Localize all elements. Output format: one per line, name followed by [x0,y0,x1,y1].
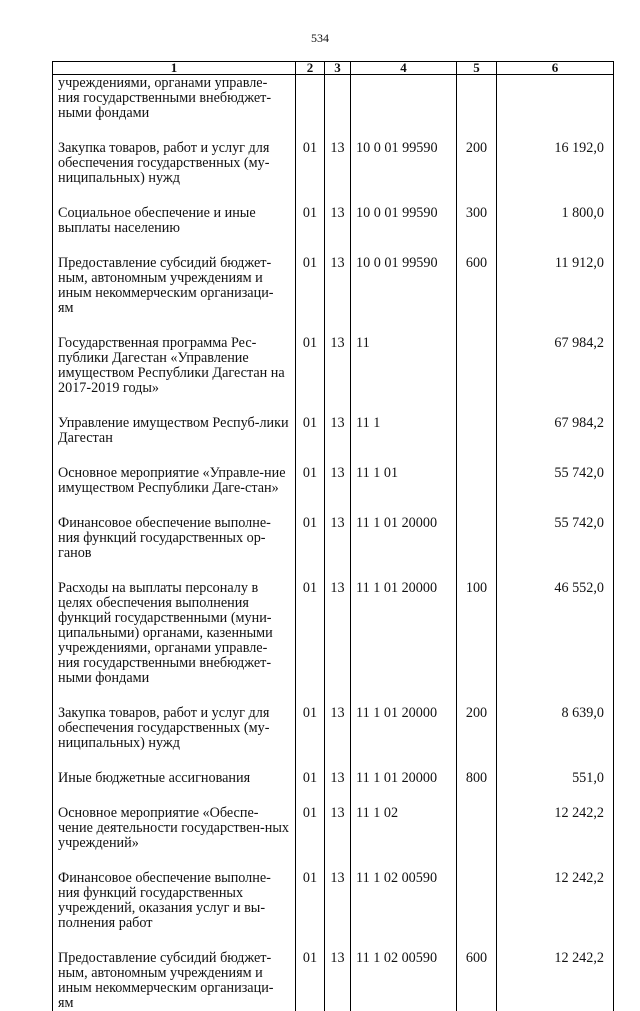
spacer-cell [325,496,351,516]
row-section: 01 [296,256,325,316]
row-amount: 67 984,2 [497,336,614,396]
spacer-cell [351,186,457,206]
row-section: 01 [296,581,325,686]
spacer-cell [351,786,457,806]
row-amount: 55 742,0 [497,516,614,561]
row-target-code: 11 1 [351,416,457,446]
row-spacer [53,786,614,806]
spacer-cell [53,686,296,706]
spacer-cell [325,396,351,416]
row-expense-type [457,416,497,446]
row-section: 01 [296,951,325,1011]
spacer-cell [457,496,497,516]
row-spacer [53,396,614,416]
spacer-cell [296,561,325,581]
spacer-cell [457,186,497,206]
row-expense-type: 100 [457,581,497,686]
row-name: Предоставление субсидий бюджет-ным, автономным учреждениям и иным некоммерческим организаци-ям [53,256,296,316]
spacer-cell [497,396,614,416]
row-target-code: 11 1 01 20000 [351,516,457,561]
row-target-code: 11 1 01 20000 [351,706,457,751]
row-name: Закупка товаров, работ и услуг для обеспечения государственных (му-ниципальных) нужд [53,706,296,751]
row-expense-type [457,871,497,931]
row-section: 01 [296,706,325,751]
spacer-cell [53,446,296,466]
row-target-code: 11 1 01 [351,466,457,496]
row-amount: 12 242,2 [497,951,614,1011]
row-amount: 8 639,0 [497,706,614,751]
row-target-code: 11 1 02 00590 [351,951,457,1011]
spacer-cell [497,786,614,806]
row-section: 01 [296,141,325,186]
row-spacer [53,686,614,706]
row-target-code: 11 1 02 00590 [351,871,457,931]
spacer-cell [457,686,497,706]
spacer-cell [351,931,457,951]
table-row [53,951,614,1011]
spacer-cell [497,561,614,581]
row-subsection: 13 [325,871,351,931]
spacer-cell [325,316,351,336]
row-name: Предоставление субсидий бюджет-ным, автономным учреждениям и иным некоммерческим организаци-ям [53,951,296,1011]
spacer-cell [457,751,497,771]
row-name: Управление имуществом Респуб-лики Дагестан [53,416,296,446]
row-name: Основное мероприятие «Обеспе-чение деятельности государствен-ных учреждений» [53,806,296,851]
spacer-cell [497,686,614,706]
spacer-cell [325,851,351,871]
row-section: 01 [296,871,325,931]
row-target-code: 10 0 01 99590 [351,256,457,316]
spacer-cell [351,496,457,516]
table-row [53,871,614,931]
spacer-cell [296,851,325,871]
spacer-cell [325,931,351,951]
spacer-cell [351,751,457,771]
spacer-cell [325,686,351,706]
table-row [53,141,614,186]
row-subsection: 13 [325,516,351,561]
row-expense-type [457,806,497,851]
spacer-cell [497,316,614,336]
spacer-cell [351,446,457,466]
row-section: 01 [296,416,325,446]
page-number: 534 [0,31,640,46]
spacer-cell [325,186,351,206]
spacer-cell [53,561,296,581]
spacer-cell [351,561,457,581]
spacer-cell [296,686,325,706]
row-expense-type [457,336,497,396]
table-row [53,466,614,496]
spacer-cell [351,121,457,141]
row-target-code: 11 1 01 20000 [351,771,457,786]
row-amount: 11 912,0 [497,256,614,316]
row-amount: 12 242,2 [497,871,614,931]
row-subsection: 13 [325,466,351,496]
spacer-cell [53,851,296,871]
col-header-1: 1 [53,62,296,75]
row-spacer [53,751,614,771]
spacer-cell [351,236,457,256]
row-target-code [351,75,457,122]
header-row [53,62,614,75]
spacer-cell [457,561,497,581]
spacer-cell [457,786,497,806]
table-row [53,256,614,316]
spacer-cell [53,751,296,771]
spacer-cell [296,316,325,336]
row-spacer [53,236,614,256]
spacer-cell [53,236,296,256]
row-amount: 1 800,0 [497,206,614,236]
row-amount: 55 742,0 [497,466,614,496]
row-name: Финансовое обеспечение выполне-ния функций государственных ор-ганов [53,516,296,561]
row-subsection: 13 [325,771,351,786]
spacer-cell [325,121,351,141]
spacer-cell [53,931,296,951]
row-subsection: 13 [325,706,351,751]
row-name: учреждениями, органами управле-ния государственными внебюджет-ными фондами [53,75,296,122]
spacer-cell [497,496,614,516]
row-target-code: 11 1 02 [351,806,457,851]
table-body [53,75,614,1011]
spacer-cell [497,931,614,951]
row-target-code: 11 1 01 20000 [351,581,457,686]
spacer-cell [325,751,351,771]
spacer-cell [457,236,497,256]
table-row [53,771,614,786]
row-amount: 46 552,0 [497,581,614,686]
row-amount: 16 192,0 [497,141,614,186]
row-target-code: 10 0 01 99590 [351,141,457,186]
row-spacer [53,316,614,336]
table-row [53,416,614,446]
spacer-cell [53,121,296,141]
spacer-cell [457,446,497,466]
spacer-cell [351,851,457,871]
spacer-cell [325,561,351,581]
spacer-cell [497,751,614,771]
row-subsection: 13 [325,416,351,446]
spacer-cell [296,786,325,806]
row-expense-type [457,516,497,561]
spacer-cell [457,931,497,951]
spacer-cell [497,236,614,256]
row-name: Финансовое обеспечение выполне-ния функций государственных учреждений, оказания услуг и вы-полнения работ [53,871,296,931]
row-spacer [53,496,614,516]
row-expense-type: 600 [457,951,497,1011]
spacer-cell [497,186,614,206]
spacer-cell [296,396,325,416]
row-name: Закупка товаров, работ и услуг для обеспечения государственных (му-ниципальных) нужд [53,141,296,186]
row-expense-type: 200 [457,141,497,186]
spacer-cell [457,316,497,336]
row-subsection: 13 [325,256,351,316]
row-amount: 12 242,2 [497,806,614,851]
row-subsection: 13 [325,141,351,186]
row-name: Государственная программа Рес-публики Дагестан «Управление имуществом Республики Дагестан на 2017-2019 годы» [53,336,296,396]
spacer-cell [296,931,325,951]
spacer-cell [296,186,325,206]
spacer-cell [296,496,325,516]
col-header-3: 3 [325,62,351,75]
row-spacer [53,851,614,871]
spacer-cell [296,236,325,256]
budget-table [52,61,614,1011]
row-section: 01 [296,466,325,496]
table-row [53,336,614,396]
row-target-code: 11 [351,336,457,396]
spacer-cell [325,446,351,466]
row-expense-type: 600 [457,256,497,316]
row-amount [497,75,614,122]
row-expense-type [457,466,497,496]
spacer-cell [351,686,457,706]
row-subsection: 13 [325,581,351,686]
spacer-cell [296,121,325,141]
row-expense-type: 200 [457,706,497,751]
spacer-cell [296,751,325,771]
row-name: Социальное обеспечение и иные выплаты населению [53,206,296,236]
row-spacer [53,121,614,141]
row-spacer [53,186,614,206]
spacer-cell [53,316,296,336]
row-spacer [53,931,614,951]
spacer-cell [497,121,614,141]
spacer-cell [53,496,296,516]
col-header-2: 2 [296,62,325,75]
col-header-4: 4 [351,62,457,75]
row-amount: 67 984,2 [497,416,614,446]
row-subsection [325,75,351,122]
row-name: Иные бюджетные ассигнования [53,771,296,786]
row-amount: 551,0 [497,771,614,786]
row-spacer [53,561,614,581]
row-subsection: 13 [325,806,351,851]
spacer-cell [497,446,614,466]
spacer-cell [325,236,351,256]
col-header-5: 5 [457,62,497,75]
spacer-cell [53,186,296,206]
spacer-cell [497,851,614,871]
spacer-cell [325,786,351,806]
table-row [53,806,614,851]
row-target-code: 10 0 01 99590 [351,206,457,236]
spacer-cell [351,316,457,336]
row-subsection: 13 [325,206,351,236]
row-expense-type: 800 [457,771,497,786]
row-expense-type [457,75,497,122]
table-row [53,706,614,751]
spacer-cell [457,121,497,141]
row-spacer [53,446,614,466]
spacer-cell [457,396,497,416]
row-name: Расходы на выплаты персоналу в целях обеспечения выполнения функций государственными (муни-ципальными) органами, казенными учреждениями, органами управле-ния государственными внебюджет-ными фондами [53,581,296,686]
table-row [53,206,614,236]
table-row [53,581,614,686]
row-section: 01 [296,516,325,561]
spacer-cell [53,396,296,416]
row-subsection: 13 [325,336,351,396]
row-subsection: 13 [325,951,351,1011]
row-section: 01 [296,806,325,851]
spacer-cell [457,851,497,871]
spacer-cell [296,446,325,466]
table-row [53,516,614,561]
table-row [53,75,614,122]
row-section: 01 [296,336,325,396]
row-section: 01 [296,771,325,786]
row-section: 01 [296,206,325,236]
row-name: Основное мероприятие «Управле-ние имуществом Республики Даге-стан» [53,466,296,496]
row-expense-type: 300 [457,206,497,236]
col-header-6: 6 [497,62,614,75]
spacer-cell [351,396,457,416]
row-section [296,75,325,122]
spacer-cell [53,786,296,806]
